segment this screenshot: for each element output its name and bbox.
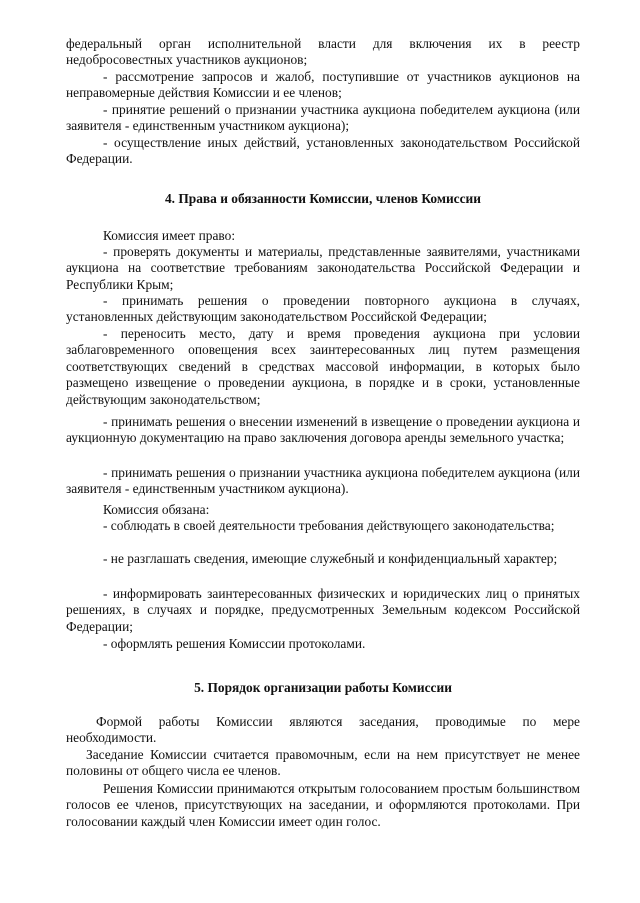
rights-item-5: - принимать решения о признании участника аукциона победителем аукциона (или заявителя - единственным участником аукциона).	[66, 465, 580, 497]
duties-item-1: - соблюдать в своей деятельности требования действующего законодательства;	[103, 518, 555, 533]
rights-item-3: - переносить место, дату и время проведения аукциона при условии заблаговременного оповещения всех заинтересованных лиц путем размещения соответствующих сведений в средствах массовой информации, в которых было размещено извещение о проведении аукциона, в порядке и в сроки, установленные действующим законодательством;	[66, 326, 580, 407]
section-5-paragraph-1: Формой работы Комиссии являются заседания, проводимые по мере необходимости.	[66, 714, 580, 746]
intro-paragraph-4: - осуществление иных действий, установленных законодательством Российской Федерации.	[66, 135, 580, 167]
section-5-paragraph-2: Заседание Комиссии считается правомочным, если на нем присутствует не менее половины от общего числа ее членов.	[66, 747, 580, 779]
duties-item-2: - не разглашать сведения, имеющие служебный и конфиденциальный характер;	[103, 551, 558, 566]
rights-item-1: - проверять документы и материалы, представленные заявителями, участниками аукциона на соответствие требованиям законодательства Российской Федерации и Республики Крым;	[66, 244, 580, 292]
section-5-paragraph-3: Решения Комиссии принимаются открытым голосованием простым большинством голосов ее членов, присутствующих на заседании, и оформляются протоколами. При голосовании каждый член Комиссии имеет один голос.	[66, 781, 580, 829]
duties-item-4: - оформлять решения Комиссии протоколами.	[103, 636, 366, 651]
intro-paragraph-2: - рассмотрение запросов и жалоб, поступившие от участников аукционов на неправомерные действия Комиссии и ее членов;	[66, 69, 580, 101]
intro-paragraph-1: федеральный орган исполнительной власти для включения их в реестр недобросовестных участников аукционов;	[66, 36, 580, 68]
rights-intro: Комиссия имеет право:	[103, 228, 236, 243]
rights-item-4: - принимать решения о внесении изменений в извещение о проведении аукциона и аукционную документацию на право заключения договора аренды земельного участка;	[66, 414, 580, 446]
intro-paragraph-3: - принятие решений о признании участника аукциона победителем аукциона (или заявителя - единственным участником аукциона);	[66, 102, 580, 134]
section-5-heading: 5. Порядок организации работы Комиссии	[194, 680, 452, 695]
duties-intro: Комиссия обязана:	[103, 502, 210, 517]
section-4-heading: 4. Права и обязанности Комиссии, членов Комиссии	[164, 191, 481, 206]
rights-item-2: - принимать решения о проведении повторного аукциона в случаях, установленных действующим законодательством Российской Федерации;	[66, 293, 580, 325]
duties-item-3: - информировать заинтересованных физических и юридических лиц о принятых решениях, в случаях и порядке, предусмотренных Земельным кодексом Российской Федерации;	[66, 586, 580, 634]
